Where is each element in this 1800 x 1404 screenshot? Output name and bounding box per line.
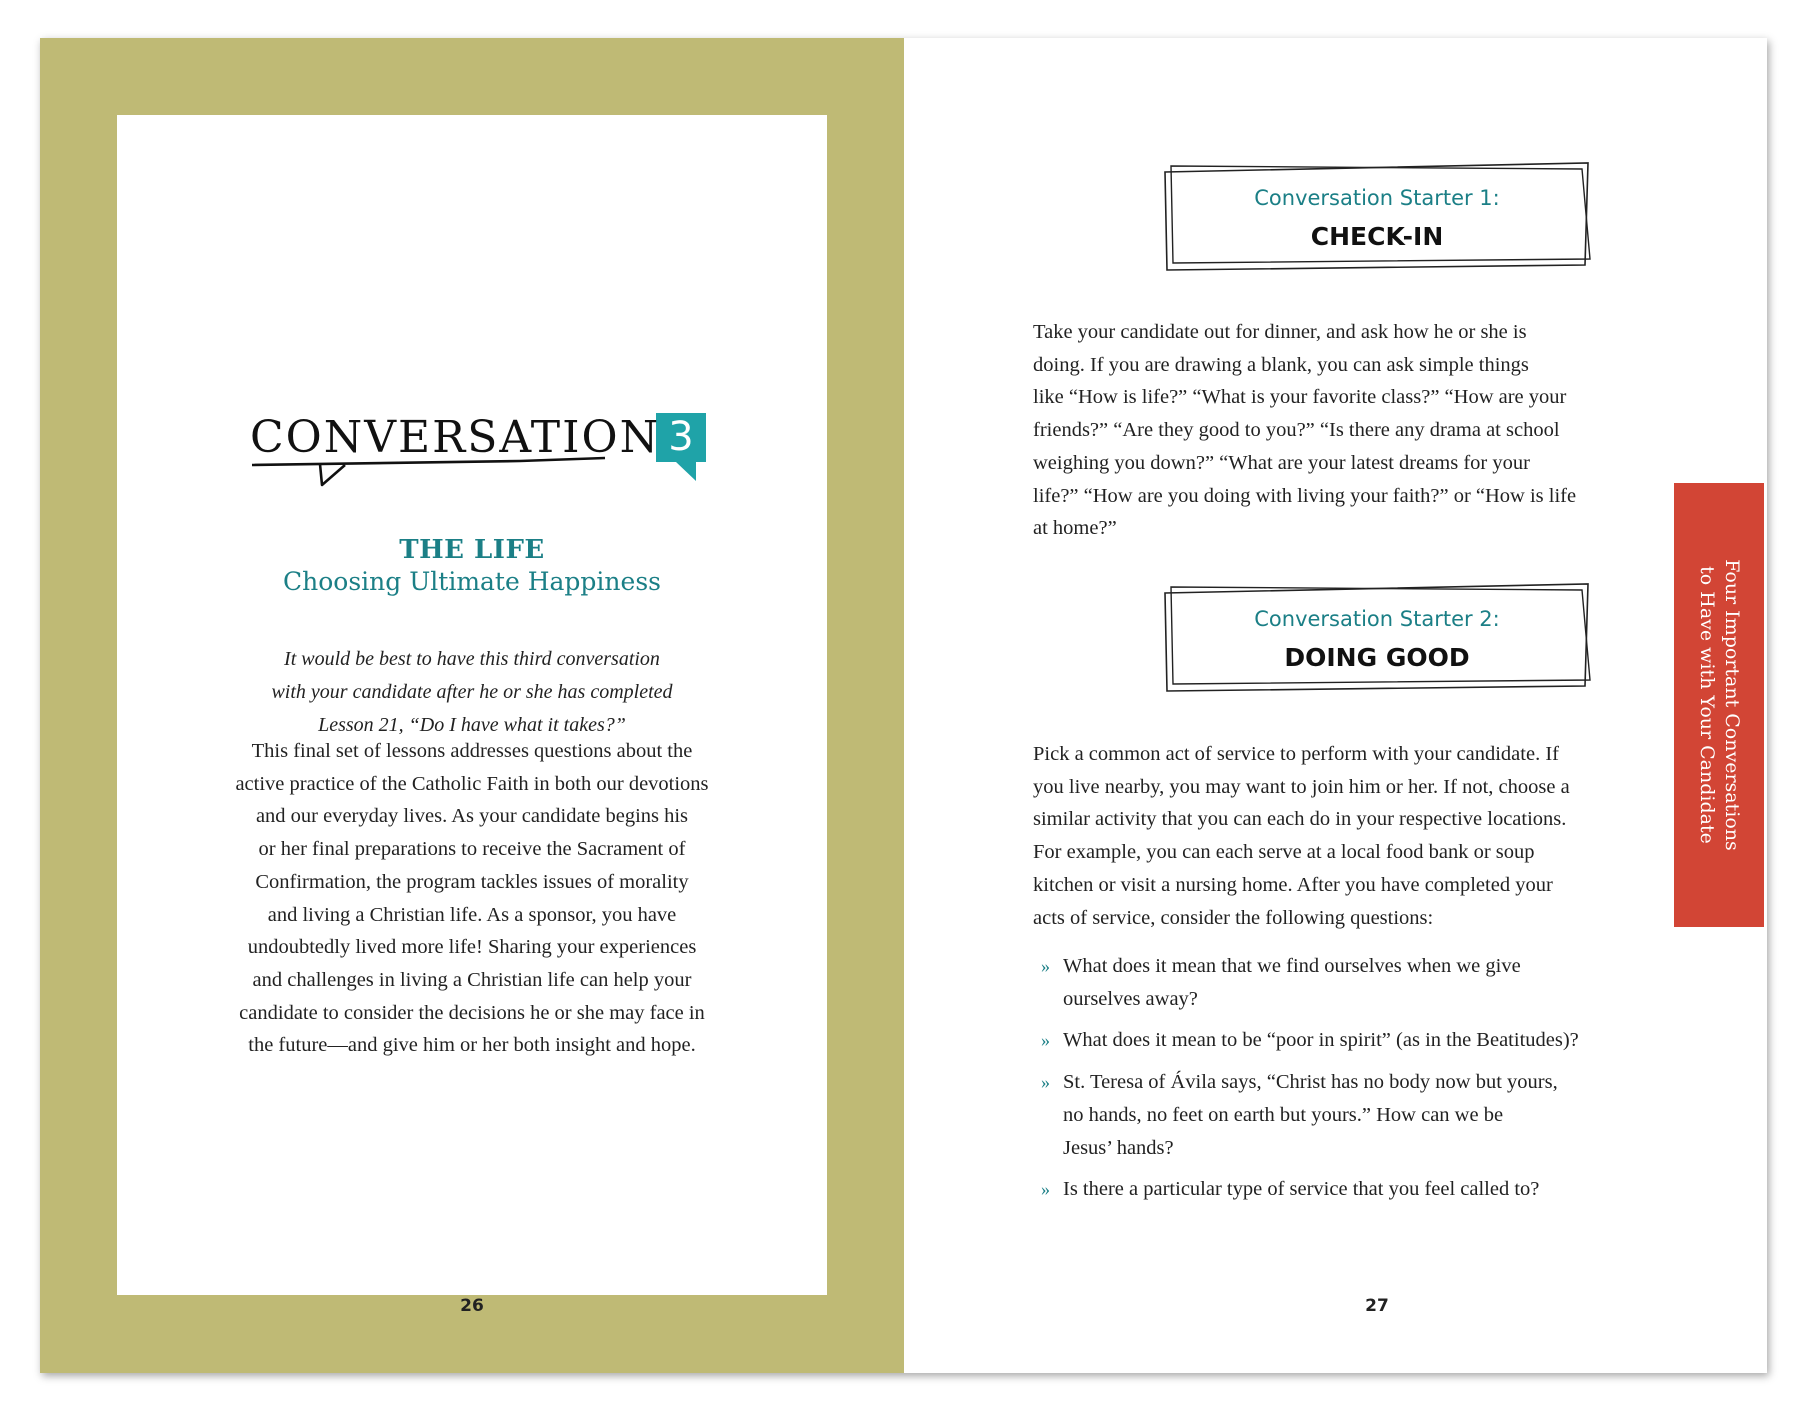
question-list [1033,950,1663,1215]
page-number-right: 27 [1365,1296,1389,1316]
sketch-frame-icon [1162,581,1592,696]
list-line: What does it mean to be “poor in spirit” (as in the Beatitudes)? [1063,1029,1579,1052]
list-line: St. Teresa of Ávila says, “Christ has no body now but yours, [1063,1071,1558,1094]
list-line: no hands, no feet on earth but yours.” How can we be [1063,1103,1504,1126]
bullet-icon: » [1041,956,1050,976]
body-line: candidate to consider the decisions he or she may face in [239,1001,705,1024]
body-line: and challenges in living a Christian life can help your [252,968,692,991]
body-line: Confirmation, the program tackles issues of morality [255,870,689,893]
conversation-number: 3 [668,414,694,460]
body-line: life?” “How are you doing with living your faith?” or “How is life [1033,484,1577,507]
body-line: Pick a common act of service to perform with your candidate. If [1033,743,1559,765]
list-line: Jesus’ hands? [1063,1136,1174,1159]
conversation-logo [250,413,710,523]
body-line: doing. If you are drawing a blank, you can ask simple things [1033,353,1529,376]
side-tab-line: Four Important Conversations [1721,559,1743,851]
book-spread [40,38,1767,1373]
right-page [904,38,1767,1373]
list-line: ourselves away? [1063,987,1198,1010]
body-line: and living a Christian life. As a sponsor, you have [267,903,677,926]
body-line: at home?” [1033,517,1117,540]
body-line: weighing you down?” “What are your latest dreams for your [1033,451,1530,474]
list-item [1033,1173,1663,1206]
sketch-frame-icon [1162,160,1592,275]
section-subtitle: Choosing Ultimate Happiness [283,567,661,596]
starter-1-label: Conversation Starter 1: [1254,186,1500,210]
body-line: acts of service, consider the following questions: [1033,906,1434,929]
starter-2-text [1033,738,1663,934]
chapter-side-tab [1674,483,1764,927]
list-line: What does it mean that we find ourselves when we give [1063,955,1521,977]
starter-2-label: Conversation Starter 2: [1254,607,1500,631]
bullet-icon: » [1041,1179,1050,1200]
body-line: and our everyday lives. As your candidate begins his [255,805,689,828]
intro-line: Lesson 21, “Do I have what it takes?” [318,714,626,736]
starter-2-box [1162,581,1592,696]
starter-1-box [1162,160,1592,275]
list-item [1033,1066,1663,1164]
starter-2-title: DOING GOOD [1284,643,1470,672]
side-tab-text [1694,483,1744,927]
body-line: you live nearby, you may want to join him or her. If not, choose a [1033,775,1570,798]
starter-1-text [1033,316,1663,545]
body-line: the future—and give him or her both insight and hope. [248,1034,696,1057]
bullet-icon: » [1041,1030,1050,1051]
body-line: like “How is life?” “What is your favorite class?” “How are your [1033,386,1567,409]
intro-line: It would be best to have this third conversation [284,648,660,670]
conversation-word: CONVERSATION [250,412,661,463]
body-line: friends?” “Are they good to you?” “Is there any drama at school [1033,419,1560,442]
page-number-left: 26 [460,1296,484,1316]
starter-1-title: CHECK-IN [1310,222,1444,251]
body-line: kitchen or visit a nursing home. After you have completed your [1033,873,1553,896]
section-title: THE LIFE [399,535,545,565]
left-page [40,38,904,1373]
list-line: Is there a particular type of service that you feel called to? [1063,1178,1540,1201]
bullet-icon: » [1041,1072,1050,1093]
list-item [1033,1024,1663,1057]
intro-note [197,643,747,742]
body-line: For example, you can each serve at a local food bank or soup [1033,841,1535,864]
body-line: or her final preparations to receive the Sacrament of [258,838,686,861]
body-paragraph [187,735,757,1062]
left-page-panel [117,115,827,1295]
body-line: This final set of lessons addresses questions about the [251,740,693,762]
body-line: Take your candidate out for dinner, and ask how he or she is [1033,321,1527,343]
side-tab-line: to Have with Your Candidate [1696,566,1718,844]
intro-line: with your candidate after he or she has completed [271,681,673,703]
body-line: undoubtedly lived more life! Sharing your experiences [247,936,697,959]
body-line: active practice of the Catholic Faith in both our devotions [235,772,709,795]
body-line: similar activity that you can each do in your respective locations. [1033,808,1567,831]
list-item [1033,950,1663,1015]
